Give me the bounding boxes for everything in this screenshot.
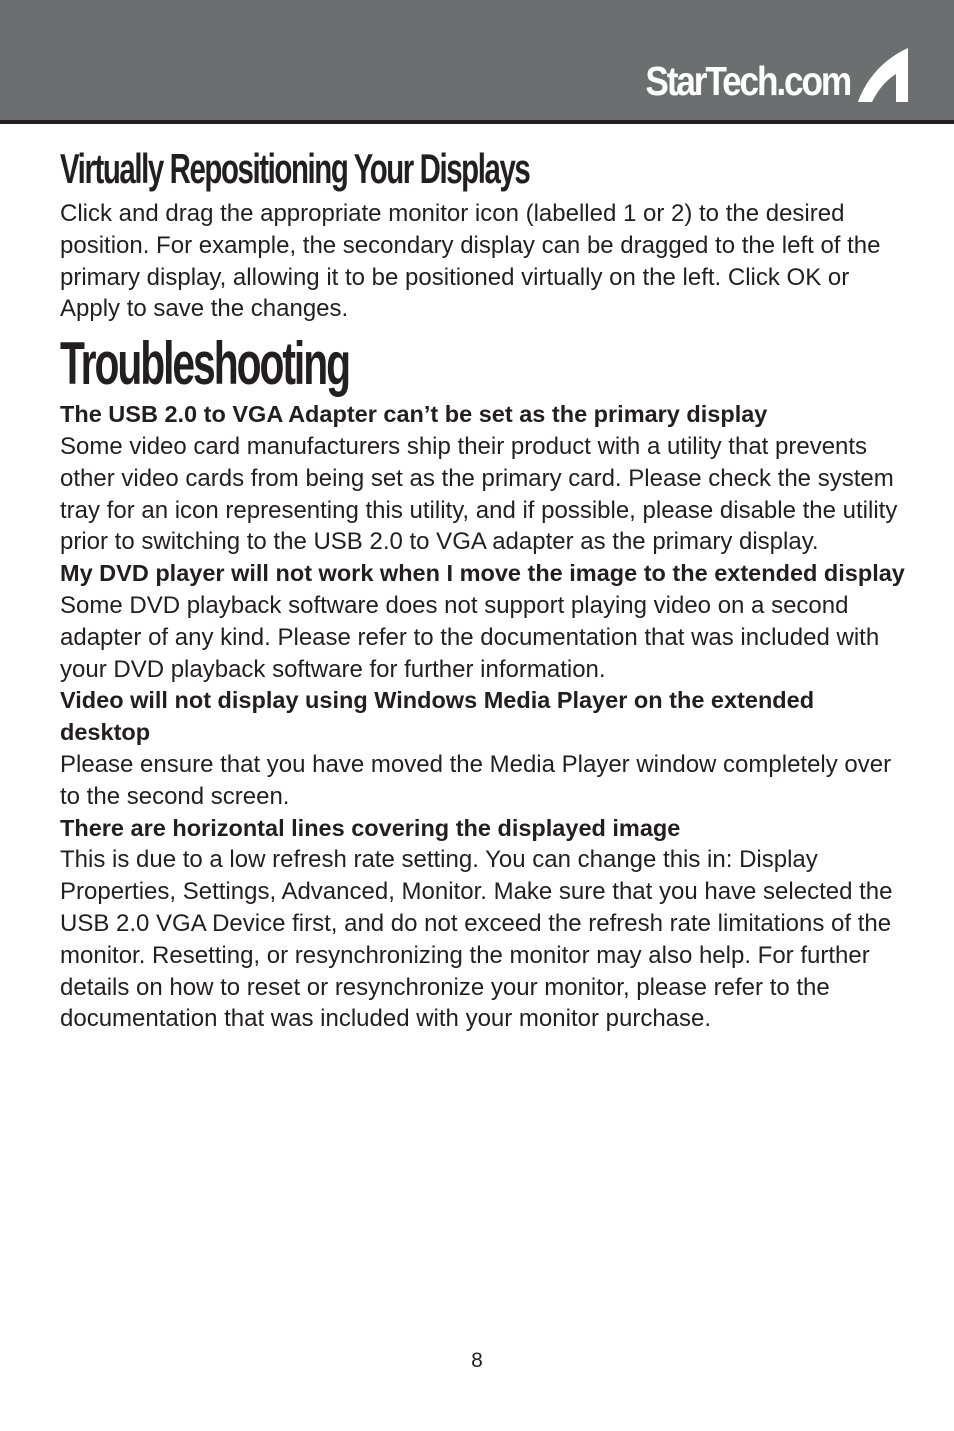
troubleshooting-heading: Troubleshooting <box>60 330 349 398</box>
brand-name: StarTech.com <box>645 58 850 104</box>
section-body: Click and drag the appropriate monitor icon (labelled 1 or 2) to the desired position. For example, the secondary display can be dragged to the left of the primary display, allowing it to be positioned virtually on the left. Click OK or Apply to save the changes. <box>60 200 881 323</box>
brand-logo <box>612 44 910 104</box>
faq-answer-3: Please ensure that you have moved the Media Player window completely over to the second screen. <box>60 750 892 810</box>
faq-question-4: There are horizontal lines covering the displayed image <box>60 814 681 841</box>
faq-question-3: Video will not display using Windows Media Player on the extended desktop <box>60 687 815 746</box>
swoosh-icon <box>852 46 910 104</box>
faq-question-1: The USB 2.0 to VGA Adapter can’t be set as the primary display <box>60 401 768 428</box>
header-band <box>0 0 954 124</box>
faq-answer-2: Some DVD playback software does not support playing video on a second adapter of any kind. Please refer to the documentation that was included with your DVD playback software for further information. <box>60 591 880 683</box>
faq-question-2: My DVD player will not work when I move the image to the extended display <box>60 560 905 587</box>
page-content <box>60 140 910 1035</box>
section-heading: Virtually Repositioning Your Displays <box>60 145 530 192</box>
page-number: 8 <box>471 1349 483 1372</box>
faq-answer-4: This is due to a low refresh rate setting. You can change this in: Display Properties, Settings, Advanced, Monitor. Make sure that you have selected the USB 2.0 VGA Device first, and do not exceed the refresh rate limitations of the monitor. Resetting, or resynchronizing the monitor may also help. For further details on how to reset or resynchronize your monitor, please refer to the documentation that was included with your monitor purchase. <box>60 846 893 1033</box>
faq-answer-1: Some video card manufacturers ship their product with a utility that prevents other video cards from being set as the primary card. Please check the system tray for an icon representing this utility, and if possible, please disable the utility prior to switching to the USB 2.0 to VGA adapter as the primary display. <box>60 432 898 556</box>
